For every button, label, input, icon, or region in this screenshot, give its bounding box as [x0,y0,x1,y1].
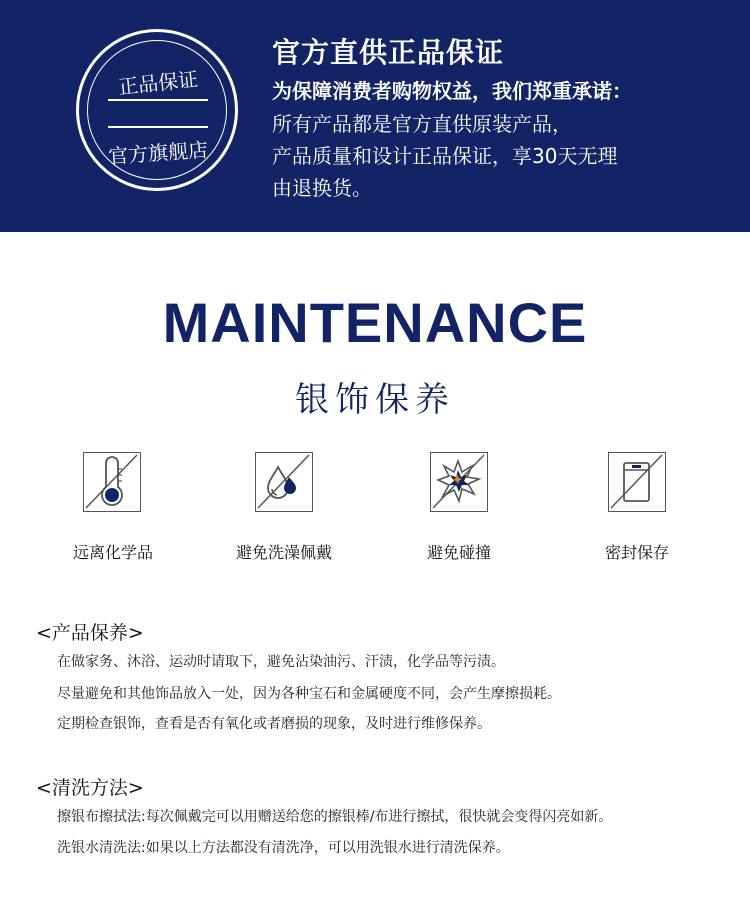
banner-title: 官方直供正品保证 [272,36,505,69]
care-item-2: 尽量避免和其他饰品放入一处，因为各种宝石和金属硬度不同，会产生摩擦损耗。 [57,686,561,702]
care-item-3: 定期检查银饰，查看是否有氧化或者磨损的现象，及时进行维修保养。 [57,716,491,732]
cleaning-section-title: <清洗方法> [36,777,144,799]
seal-inner-ring [87,40,227,180]
seal-divider-top [108,99,208,101]
banner-subtitle: 为保障消费者购物权益，我们郑重承诺： [272,79,632,103]
banner-line-3: 由退换货。 [272,176,372,200]
icon-label-sealed-storage: 密封保存 [604,543,669,562]
icon-label-no-chemicals: 远离化学品 [72,543,153,562]
cleaning-item-1: 擦银布擦拭法:每次佩戴完可以用赠送给您的擦银棒/布进行擦拭，很快就会变得闪亮如新。 [57,809,613,825]
icon-label-no-bath: 避免洗澡佩戴 [235,543,332,562]
seal-bottom-text: 官方旗舰店 [107,137,209,169]
water-drop-no-bath-icon [255,452,313,512]
seal-top-text: 正品保证 [117,66,200,100]
cleaning-item-2: 洗银水清洗法:如果以上方法都没有清洗净，可以用洗银水进行清洗保养。 [57,840,510,856]
guarantee-banner [0,0,750,232]
sealed-bag-icon [608,452,666,512]
seal-divider-bottom [108,126,208,128]
care-section-title: <产品保养> [36,622,144,644]
heading-english: MAINTENANCE [162,291,588,354]
guarantee-seal-logo [76,29,238,191]
impact-burst-icon [430,452,488,512]
icon-label-no-impact: 避免碰撞 [426,543,491,562]
banner-line-2: 产品质量和设计正品保证，享30天无理 [272,144,618,168]
heading-chinese: 银饰保养 [295,380,455,420]
banner-line-1: 所有产品都是官方直供原装产品， [272,112,572,136]
thermometer-no-chemicals-icon [83,452,141,512]
care-item-1: 在做家务、沐浴、运动时请取下，避免沾染油污、汗渍，化学品等污渍。 [57,654,505,670]
